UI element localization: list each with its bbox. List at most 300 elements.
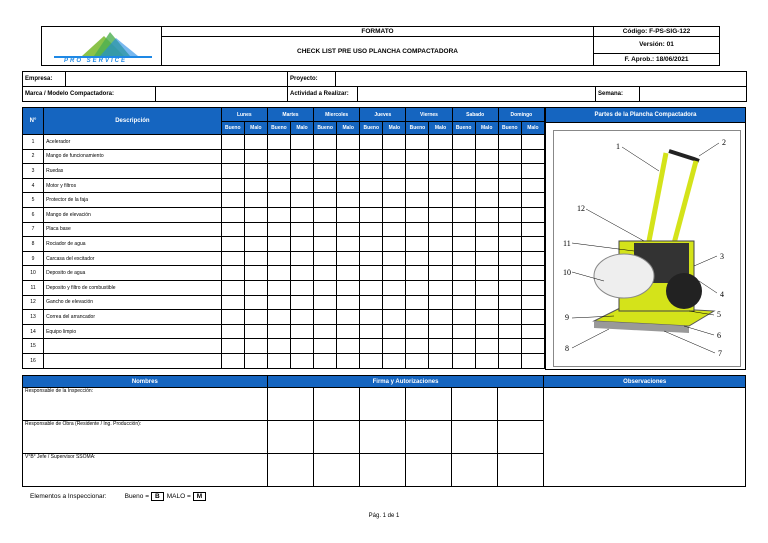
malo-check-cell[interactable] <box>475 324 498 339</box>
malo-check-cell[interactable] <box>429 310 452 325</box>
malo-check-cell[interactable] <box>337 193 360 208</box>
malo-check-cell[interactable] <box>429 222 452 237</box>
legend <box>30 492 206 501</box>
malo-check-cell[interactable] <box>521 339 544 354</box>
bueno-check-cell[interactable] <box>314 251 337 266</box>
item-number: 16 <box>23 353 44 368</box>
diagram-num-6: 6 <box>717 331 721 340</box>
malo-check-cell[interactable] <box>337 251 360 266</box>
bueno-check-cell[interactable] <box>360 178 383 193</box>
malo-check-cell[interactable] <box>290 353 313 368</box>
sign-cell[interactable] <box>405 388 451 421</box>
malo-check-cell[interactable] <box>290 310 313 325</box>
malo-check-cell[interactable] <box>337 222 360 237</box>
malo-check-cell[interactable] <box>475 164 498 179</box>
malo-check-cell[interactable] <box>383 222 406 237</box>
item-description: Carcasa del excitador <box>44 251 222 266</box>
bueno-check-cell[interactable] <box>498 149 521 164</box>
malo-header: Malo <box>383 122 406 135</box>
malo-check-cell[interactable] <box>244 339 267 354</box>
bueno-check-cell[interactable] <box>452 353 475 368</box>
malo-check-cell[interactable] <box>475 280 498 295</box>
doc-code: Código: F-PS-SIG-122 <box>594 27 720 37</box>
malo-check-cell[interactable] <box>337 149 360 164</box>
bueno-check-cell[interactable] <box>452 193 475 208</box>
bueno-check-cell[interactable] <box>498 178 521 193</box>
bueno-check-cell[interactable] <box>267 193 290 208</box>
bueno-check-cell[interactable] <box>452 280 475 295</box>
malo-check-cell[interactable] <box>475 135 498 150</box>
sign-cell[interactable] <box>498 454 544 487</box>
malo-check-cell[interactable] <box>475 193 498 208</box>
bueno-check-cell[interactable] <box>267 280 290 295</box>
bueno-check-cell[interactable] <box>360 324 383 339</box>
bueno-check-cell[interactable] <box>452 266 475 281</box>
malo-check-cell[interactable] <box>383 353 406 368</box>
bueno-check-cell[interactable] <box>498 237 521 252</box>
malo-check-cell[interactable] <box>475 310 498 325</box>
malo-check-cell[interactable] <box>429 193 452 208</box>
malo-check-cell[interactable] <box>429 353 452 368</box>
bueno-check-cell[interactable] <box>452 164 475 179</box>
malo-check-cell[interactable] <box>290 280 313 295</box>
malo-check-cell[interactable] <box>475 207 498 222</box>
bueno-check-cell[interactable] <box>314 295 337 310</box>
bueno-check-cell[interactable] <box>267 324 290 339</box>
bueno-check-cell[interactable] <box>452 310 475 325</box>
malo-check-cell[interactable] <box>337 266 360 281</box>
names-header: Nombres <box>23 376 268 388</box>
bueno-check-cell[interactable] <box>267 135 290 150</box>
bueno-check-cell[interactable] <box>406 266 429 281</box>
malo-check-cell[interactable] <box>244 207 267 222</box>
malo-check-cell[interactable] <box>429 251 452 266</box>
malo-check-cell[interactable] <box>244 280 267 295</box>
checklist-row <box>23 135 545 150</box>
bueno-check-cell[interactable] <box>452 339 475 354</box>
malo-check-cell[interactable] <box>383 237 406 252</box>
doc-type: FORMATO <box>162 27 594 37</box>
malo-check-cell[interactable] <box>383 193 406 208</box>
sign-cell[interactable] <box>313 421 359 454</box>
bueno-check-cell[interactable] <box>314 339 337 354</box>
diagram-num-3: 3 <box>720 252 724 261</box>
legend-malo-box: M <box>193 492 206 501</box>
bueno-check-cell[interactable] <box>498 324 521 339</box>
malo-check-cell[interactable] <box>521 310 544 325</box>
malo-check-cell[interactable] <box>383 164 406 179</box>
bueno-header: Bueno <box>221 122 244 135</box>
bueno-check-cell[interactable] <box>452 324 475 339</box>
malo-check-cell[interactable] <box>290 178 313 193</box>
bueno-check-cell[interactable] <box>406 353 429 368</box>
malo-check-cell[interactable] <box>521 324 544 339</box>
malo-check-cell[interactable] <box>290 222 313 237</box>
bueno-check-cell[interactable] <box>267 339 290 354</box>
bueno-check-cell[interactable] <box>406 324 429 339</box>
bueno-check-cell[interactable] <box>314 164 337 179</box>
checklist-row <box>23 178 545 193</box>
item-number: 12 <box>23 295 44 310</box>
bueno-check-cell[interactable] <box>314 207 337 222</box>
malo-check-cell[interactable] <box>475 237 498 252</box>
malo-check-cell[interactable] <box>521 178 544 193</box>
bueno-check-cell[interactable] <box>360 310 383 325</box>
malo-check-cell[interactable] <box>429 295 452 310</box>
bueno-check-cell[interactable] <box>406 339 429 354</box>
malo-check-cell[interactable] <box>521 251 544 266</box>
bueno-check-cell[interactable] <box>406 310 429 325</box>
malo-check-cell[interactable] <box>475 222 498 237</box>
malo-check-cell[interactable] <box>290 266 313 281</box>
sign-cell[interactable] <box>405 454 451 487</box>
malo-check-cell[interactable] <box>337 135 360 150</box>
malo-check-cell[interactable] <box>383 178 406 193</box>
bueno-check-cell[interactable] <box>498 222 521 237</box>
sign-cell[interactable] <box>452 388 498 421</box>
bueno-check-cell[interactable] <box>360 280 383 295</box>
malo-check-cell[interactable] <box>244 324 267 339</box>
bueno-check-cell[interactable] <box>360 339 383 354</box>
bueno-check-cell[interactable] <box>360 193 383 208</box>
empresa-field[interactable] <box>66 72 288 87</box>
malo-check-cell[interactable] <box>290 135 313 150</box>
bueno-check-cell[interactable] <box>360 353 383 368</box>
malo-check-cell[interactable] <box>290 237 313 252</box>
sign-cell[interactable] <box>359 388 405 421</box>
malo-check-cell[interactable] <box>244 266 267 281</box>
day-header: Viernes <box>406 108 452 122</box>
legend-label: Elementos a Inspeccionar: <box>30 493 107 500</box>
malo-check-cell[interactable] <box>337 310 360 325</box>
sign-cell[interactable] <box>452 421 498 454</box>
malo-check-cell[interactable] <box>244 164 267 179</box>
malo-check-cell[interactable] <box>521 353 544 368</box>
bueno-check-cell[interactable] <box>498 164 521 179</box>
malo-check-cell[interactable] <box>383 339 406 354</box>
bueno-header: Bueno <box>406 122 429 135</box>
item-number: 8 <box>23 237 44 252</box>
bueno-check-cell[interactable] <box>314 193 337 208</box>
malo-check-cell[interactable] <box>337 164 360 179</box>
bueno-check-cell[interactable] <box>314 353 337 368</box>
bueno-check-cell[interactable] <box>267 353 290 368</box>
malo-check-cell[interactable] <box>429 237 452 252</box>
bueno-check-cell[interactable] <box>360 149 383 164</box>
malo-check-cell[interactable] <box>475 149 498 164</box>
checklist-row <box>23 295 545 310</box>
bueno-check-cell[interactable] <box>267 266 290 281</box>
malo-check-cell[interactable] <box>521 164 544 179</box>
bueno-check-cell[interactable] <box>498 339 521 354</box>
bueno-check-cell[interactable] <box>221 251 244 266</box>
parts-panel <box>545 107 746 370</box>
bueno-check-cell[interactable] <box>498 193 521 208</box>
bueno-check-cell[interactable] <box>406 178 429 193</box>
sign-header: Firma y Autorizaciones <box>267 376 544 388</box>
semana-label: Semana: <box>596 87 640 102</box>
bueno-check-cell[interactable] <box>314 222 337 237</box>
bueno-check-cell[interactable] <box>360 135 383 150</box>
sign-cell[interactable] <box>313 454 359 487</box>
malo-check-cell[interactable] <box>429 135 452 150</box>
malo-check-cell[interactable] <box>429 149 452 164</box>
malo-check-cell[interactable] <box>475 178 498 193</box>
bueno-check-cell[interactable] <box>221 164 244 179</box>
malo-check-cell[interactable] <box>383 266 406 281</box>
checklist-row <box>23 324 545 339</box>
malo-check-cell[interactable] <box>244 295 267 310</box>
bueno-check-cell[interactable] <box>406 164 429 179</box>
bueno-check-cell[interactable] <box>221 266 244 281</box>
item-number: 6 <box>23 207 44 222</box>
malo-check-cell[interactable] <box>475 339 498 354</box>
malo-check-cell[interactable] <box>290 251 313 266</box>
malo-check-cell[interactable] <box>429 164 452 179</box>
sign-cell[interactable] <box>267 421 313 454</box>
bueno-check-cell[interactable] <box>452 149 475 164</box>
sign-cell[interactable] <box>359 421 405 454</box>
malo-check-cell[interactable] <box>521 207 544 222</box>
malo-check-cell[interactable] <box>521 193 544 208</box>
bueno-check-cell[interactable] <box>406 149 429 164</box>
malo-check-cell[interactable] <box>290 339 313 354</box>
sign-cell[interactable] <box>452 454 498 487</box>
sign-cell[interactable] <box>498 388 544 421</box>
checklist-row <box>23 339 545 354</box>
observations-field[interactable] <box>544 388 746 487</box>
bueno-check-cell[interactable] <box>221 237 244 252</box>
bueno-check-cell[interactable] <box>221 339 244 354</box>
malo-check-cell[interactable] <box>337 207 360 222</box>
malo-check-cell[interactable] <box>244 353 267 368</box>
malo-header: Malo <box>290 122 313 135</box>
sign-cell[interactable] <box>498 421 544 454</box>
header-table <box>41 26 720 66</box>
bueno-check-cell[interactable] <box>452 222 475 237</box>
bueno-check-cell[interactable] <box>221 324 244 339</box>
checklist-row <box>23 207 545 222</box>
legend-bueno-label: Bueno = <box>124 493 150 500</box>
proyecto-field[interactable] <box>336 72 747 87</box>
checklist-row <box>23 149 545 164</box>
diagram-num-1: 1 <box>616 142 620 151</box>
bueno-check-cell[interactable] <box>452 237 475 252</box>
malo-check-cell[interactable] <box>337 295 360 310</box>
bueno-check-cell[interactable] <box>360 251 383 266</box>
day-header: Sabado <box>452 108 498 122</box>
malo-check-cell[interactable] <box>383 295 406 310</box>
bueno-check-cell[interactable] <box>314 237 337 252</box>
bueno-check-cell[interactable] <box>267 251 290 266</box>
bueno-check-cell[interactable] <box>406 295 429 310</box>
bueno-check-cell[interactable] <box>267 164 290 179</box>
malo-check-cell[interactable] <box>475 266 498 281</box>
malo-check-cell[interactable] <box>244 149 267 164</box>
malo-check-cell[interactable] <box>290 295 313 310</box>
malo-check-cell[interactable] <box>383 135 406 150</box>
malo-check-cell[interactable] <box>290 193 313 208</box>
bueno-check-cell[interactable] <box>221 295 244 310</box>
malo-check-cell[interactable] <box>383 280 406 295</box>
bueno-check-cell[interactable] <box>406 280 429 295</box>
item-number: 3 <box>23 164 44 179</box>
bueno-check-cell[interactable] <box>267 178 290 193</box>
checklist-row <box>23 251 545 266</box>
malo-check-cell[interactable] <box>521 135 544 150</box>
bueno-check-cell[interactable] <box>267 295 290 310</box>
bueno-check-cell[interactable] <box>360 295 383 310</box>
bueno-check-cell[interactable] <box>221 207 244 222</box>
bueno-check-cell[interactable] <box>314 149 337 164</box>
bueno-check-cell[interactable] <box>314 178 337 193</box>
marca-label: Marca / Modelo Compactadora: <box>23 87 156 101</box>
day-header: Lunes <box>221 108 267 122</box>
malo-check-cell[interactable] <box>475 295 498 310</box>
diagram-num-9: 9 <box>565 313 569 322</box>
malo-check-cell[interactable] <box>521 266 544 281</box>
semana-field[interactable] <box>640 87 747 102</box>
bueno-check-cell[interactable] <box>314 310 337 325</box>
malo-check-cell[interactable] <box>521 237 544 252</box>
malo-check-cell[interactable] <box>475 353 498 368</box>
bueno-check-cell[interactable] <box>360 266 383 281</box>
malo-check-cell[interactable] <box>290 207 313 222</box>
bueno-check-cell[interactable] <box>314 324 337 339</box>
bueno-check-cell[interactable] <box>267 222 290 237</box>
checklist-row <box>23 237 545 252</box>
item-description: Ruedas <box>44 164 222 179</box>
malo-check-cell[interactable] <box>244 222 267 237</box>
malo-check-cell[interactable] <box>290 324 313 339</box>
marca-field[interactable] <box>156 87 287 101</box>
bueno-check-cell[interactable] <box>314 280 337 295</box>
malo-check-cell[interactable] <box>429 178 452 193</box>
bueno-check-cell[interactable] <box>360 237 383 252</box>
malo-check-cell[interactable] <box>244 310 267 325</box>
bueno-check-cell[interactable] <box>314 135 337 150</box>
bueno-check-cell[interactable] <box>221 149 244 164</box>
bueno-check-cell[interactable] <box>498 310 521 325</box>
malo-check-cell[interactable] <box>290 164 313 179</box>
bueno-check-cell[interactable] <box>360 222 383 237</box>
malo-check-cell[interactable] <box>383 207 406 222</box>
sign-cell[interactable] <box>405 421 451 454</box>
malo-check-cell[interactable] <box>521 149 544 164</box>
malo-check-cell[interactable] <box>475 251 498 266</box>
malo-check-cell[interactable] <box>337 237 360 252</box>
sign-cell[interactable] <box>267 454 313 487</box>
sign-row-label: Responsable de Obra (Residente / Ing. Producción): <box>23 421 268 454</box>
malo-check-cell[interactable] <box>337 178 360 193</box>
malo-check-cell[interactable] <box>383 324 406 339</box>
malo-check-cell[interactable] <box>429 339 452 354</box>
bueno-check-cell[interactable] <box>221 310 244 325</box>
malo-check-cell[interactable] <box>244 135 267 150</box>
item-number: 9 <box>23 251 44 266</box>
malo-check-cell[interactable] <box>521 295 544 310</box>
bueno-check-cell[interactable] <box>221 135 244 150</box>
malo-check-cell[interactable] <box>244 193 267 208</box>
malo-check-cell[interactable] <box>383 149 406 164</box>
bueno-check-cell[interactable] <box>498 207 521 222</box>
bueno-check-cell[interactable] <box>221 280 244 295</box>
bueno-check-cell[interactable] <box>314 266 337 281</box>
bueno-check-cell[interactable] <box>406 135 429 150</box>
bueno-check-cell[interactable] <box>360 164 383 179</box>
bueno-check-cell[interactable] <box>498 135 521 150</box>
bueno-check-cell[interactable] <box>452 135 475 150</box>
malo-check-cell[interactable] <box>244 237 267 252</box>
malo-check-cell[interactable] <box>429 266 452 281</box>
bueno-check-cell[interactable] <box>360 207 383 222</box>
malo-check-cell[interactable] <box>429 280 452 295</box>
bueno-check-cell[interactable] <box>498 280 521 295</box>
bueno-check-cell[interactable] <box>406 222 429 237</box>
malo-check-cell[interactable] <box>244 178 267 193</box>
bueno-check-cell[interactable] <box>267 310 290 325</box>
malo-check-cell[interactable] <box>337 280 360 295</box>
bueno-check-cell[interactable] <box>452 207 475 222</box>
bueno-check-cell[interactable] <box>406 193 429 208</box>
malo-check-cell[interactable] <box>383 310 406 325</box>
actividad-field[interactable] <box>358 87 596 102</box>
diagram-num-2: 2 <box>722 138 726 147</box>
bueno-check-cell[interactable] <box>452 178 475 193</box>
bueno-check-cell[interactable] <box>267 149 290 164</box>
diagram-num-8: 8 <box>565 344 569 353</box>
actividad-label: Actividad a Realizar: <box>288 87 358 102</box>
bueno-check-cell[interactable] <box>221 222 244 237</box>
malo-check-cell[interactable] <box>337 353 360 368</box>
bueno-check-cell[interactable] <box>498 295 521 310</box>
malo-check-cell[interactable] <box>521 222 544 237</box>
bueno-check-cell[interactable] <box>406 207 429 222</box>
item-description: Acelerador <box>44 135 222 150</box>
signature-table <box>22 375 746 487</box>
bueno-check-cell[interactable] <box>406 237 429 252</box>
malo-check-cell[interactable] <box>290 149 313 164</box>
bueno-check-cell[interactable] <box>221 178 244 193</box>
item-description: Placa base <box>44 222 222 237</box>
bueno-check-cell[interactable] <box>406 251 429 266</box>
item-description: Protector de la faja <box>44 193 222 208</box>
malo-check-cell[interactable] <box>429 324 452 339</box>
bueno-check-cell[interactable] <box>498 353 521 368</box>
bueno-check-cell[interactable] <box>452 251 475 266</box>
bueno-check-cell[interactable] <box>498 251 521 266</box>
bueno-check-cell[interactable] <box>267 237 290 252</box>
bueno-check-cell[interactable] <box>221 193 244 208</box>
item-number: 15 <box>23 339 44 354</box>
malo-check-cell[interactable] <box>429 207 452 222</box>
bueno-check-cell[interactable] <box>498 266 521 281</box>
sign-cell[interactable] <box>359 454 405 487</box>
sign-cell[interactable] <box>313 388 359 421</box>
bueno-check-cell[interactable] <box>452 295 475 310</box>
item-number: 13 <box>23 310 44 325</box>
bueno-check-cell[interactable] <box>267 207 290 222</box>
malo-check-cell[interactable] <box>521 280 544 295</box>
malo-check-cell[interactable] <box>383 251 406 266</box>
diagram-num-10: 10 <box>563 268 571 277</box>
malo-check-cell[interactable] <box>337 339 360 354</box>
malo-check-cell[interactable] <box>337 324 360 339</box>
malo-check-cell[interactable] <box>244 251 267 266</box>
checklist-row <box>23 310 545 325</box>
sign-cell[interactable] <box>267 388 313 421</box>
bueno-check-cell[interactable] <box>221 353 244 368</box>
